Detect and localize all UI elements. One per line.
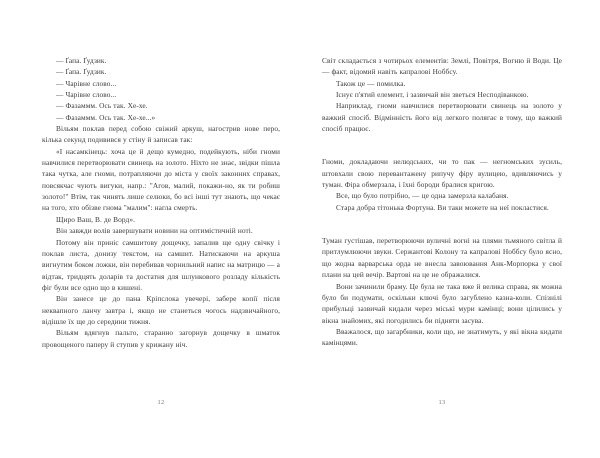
body-paragraph: Він занесе це до пана Кріпслока увечері, забере копії після неквапного ланчу завтра і, якщо не станеться чогось надзвичайного, відішле їх ще до середини тижня. <box>42 294 280 326</box>
body-paragraph: Вільям вдягнув пальто, старанно загорнув дощечку в шматок провощеного паперу й ступив у крижану ніч. <box>42 328 280 349</box>
body-paragraph: Стара добра тітонька Фортуна. Ви таки можете на неї покластися. <box>336 202 549 212</box>
dialogue-line: — Ґапа. Ґудзик. <box>56 67 107 77</box>
body-paragraph: Потому він приніс самшитову дощечку, запалив ще одну свічку і поклав листа, донизу текстом, на самшит. Натискаючи на аркуша вигнутим боком ложки, він перебивав чорнильний напис на матрицю — а відтак, тридцять доларів та достатня для шлункового розладу кількість фіг були все одно що в кишені. <box>42 237 280 292</box>
body-paragraph: Вважалося, що загарбники, коли що, не знатимуть, у які вікна кидати камінцями. <box>322 326 562 348</box>
dialogue-line: — Чарівне слово... <box>56 90 117 100</box>
body-paragraph: Щиро Ваш, В. де Ворд». <box>56 214 135 224</box>
page-right-folio: 13 <box>438 399 446 406</box>
body-paragraph: Вільям поклав перед собою свіжий аркуш, нагострив нове перо, кілька секунд подивився у стіну й записав так: <box>42 124 280 145</box>
dialogue-line: — Фазаммм. Ось так. Хе-хе. <box>56 101 148 111</box>
page-right <box>300 0 600 458</box>
dialogue-line: — Ґапа. Ґудзик. <box>56 56 107 65</box>
section-break <box>322 213 562 235</box>
body-paragraph: «І насамкінець: хоча це й дещо кумедно, подейкують, ніби гноми навчилися перетворювати свинець на золото. Ніхто не знає, звідки пішла така чутка, але гноми, потрапляючи до міста у своїх законних справах, повсякчас чують вигуки, напр.: "Агов, малий, покажи-но, як ти робиш золото!" Втім, так чинять лише селюки, бо всі інші тут знають, що чекає на того, хто обізве гнома "малим": нагла смерть. <box>42 146 280 213</box>
section-break <box>322 134 562 156</box>
body-paragraph: Гноми, докладаючи нелюдських, чи то пак — негномських зусиль, штовхали свою перевантажену рипучу фіру вулицею, вдивляючись у туман. Фіра обмерзала, і їхні бороди бралися кригою. <box>322 157 562 190</box>
body-paragraph: Вони зачинили браму. Це була не така вже й велика справа, як можна було би подумати, оскільки ключі було загублено казна-коли. Спізнілі прибульці зазвичай кидали через міські мури камінці; вони цілились у вікна знайомих, які погодились би підняти засува. <box>322 281 562 325</box>
dialogue-line: — Чарівне слово... <box>56 78 117 88</box>
body-paragraph: Все, що було потрібно, — це одна замерзла калабаня. <box>336 191 509 201</box>
page-left-folio: 12 <box>157 399 165 406</box>
body-paragraph: Він завжди волів завершувати новини на оптимістичній ноті. <box>56 226 253 236</box>
body-paragraph: Також це — помилка. <box>336 78 406 88</box>
body-paragraph: Існує п'ятий елемент, і зазвичай він зветься Несподіванкою. <box>336 90 529 100</box>
body-paragraph: Туман густішав, перетворюючи вуличні вогні на плями тьмяного світла й притлумлюючи звуки. Сержантові Колону та капралові Ноббсу було ясно, що жодна варварська орда не внесла завоювання Анк-Морпорка у свої плани на цей вечір. Вартові на це не ображалися. <box>322 236 562 280</box>
dialogue-line: — Фазаммм. Ось так. Хе-хе...» <box>56 112 156 122</box>
body-paragraph: Світ складається з чотирьох елементів: Землі, Повітря, Вогню й Води. Це — факт, відомий навіть капралові Ноббсу. <box>322 56 562 77</box>
page-right-textblock <box>322 55 562 349</box>
page-left-textblock <box>42 55 280 350</box>
body-paragraph: Наприклад, гноми навчилися перетворювати свинець на золото у важкий спосіб. Відмінність його від легкого полягає в тому, що важкий спосіб працює. <box>322 101 562 134</box>
